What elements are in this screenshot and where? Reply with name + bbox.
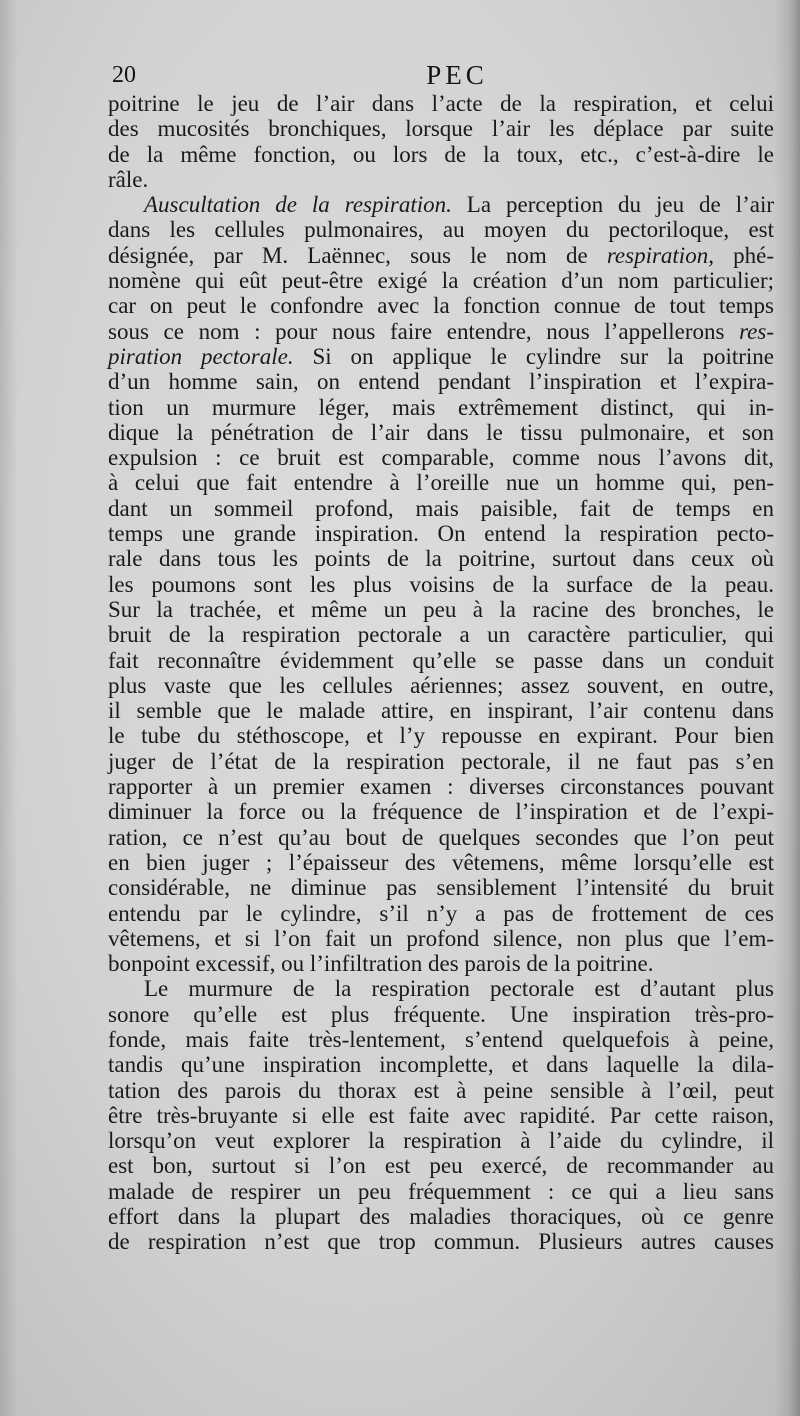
text-line: d’un homme sain, on entend pendant l’inspiration et l’expira- xyxy=(108,369,774,395)
running-head: PEC xyxy=(426,60,488,90)
text-line: entendu par le cylindre, s’il n’y a pas de frottement de ces xyxy=(108,900,774,926)
text-line: bruit de la respiration pectorale a un caractère particulier, qui xyxy=(108,622,774,648)
text-line: car on peut le confondre avec la fonction connue de tout temps xyxy=(108,293,774,319)
text-line: lorsqu’on veut explorer la respiration à l’aide du cylindre, il xyxy=(108,1128,774,1154)
text-line: juger de l’état de la respiration pectorale, il ne faut pas s’en xyxy=(108,748,774,774)
italic-text: Auscultation de la respiration. xyxy=(144,192,452,218)
text-line: dans les cellules pulmonaires, au moyen du pectoriloque, est xyxy=(108,217,774,243)
page-header xyxy=(112,62,772,92)
text-line: diminuer la force ou la fréquence de l’inspiration et de l’expi- xyxy=(108,799,774,825)
text-line: être très-bruyante si elle est faite avec rapidité. Par cette raison, xyxy=(108,1102,774,1128)
text-segment: Si on applique le cylindre sur la poitrine xyxy=(293,343,774,369)
text-segment: phé- xyxy=(713,242,774,268)
text-line: il semble que le malade attire, en inspirant, l’air contenu dans xyxy=(108,698,774,724)
text-line: poitrine le jeu de l’air dans l’acte de la respiration, et celui xyxy=(108,91,774,116)
text-line: tation des parois du thorax est à peine sensible à l’œil, peut xyxy=(108,1077,774,1103)
text-line: Le murmure de la respiration pectorale est d’autant plus xyxy=(144,976,774,1002)
text-line: rale dans tous les points de la poitrine, surtout dans ceux où xyxy=(108,546,774,572)
text-line: plus vaste que les cellules aériennes; assez souvent, en outre, xyxy=(108,672,774,698)
italic-text: respiration, xyxy=(606,242,714,268)
text-line: malade de respirer un peu fréquemment : ce qui a lieu sans xyxy=(108,1178,774,1204)
text-line: en bien juger ; l’épaisseur des vêtemens, même lorsqu’elle est xyxy=(108,849,774,875)
page-number: 20 xyxy=(112,62,136,88)
text-line xyxy=(108,243,774,268)
text-line: tion un murmure léger, mais extrêmement distinct, qui in- xyxy=(108,394,774,420)
text-line xyxy=(108,319,774,344)
text-line: considérable, ne diminue pas sensiblement l’intensité du bruit xyxy=(108,875,774,901)
text-line xyxy=(108,344,774,369)
text-line: à celui que fait entendre à l’oreille nue un homme qui, pen- xyxy=(108,470,774,496)
text-line: Sur la trachée, et même un peu à la racine des bronches, le xyxy=(108,596,774,622)
text-line: expulsion : ce bruit est comparable, comme nous l’avons dit, xyxy=(108,445,774,471)
text-line: vêtemens, et si l’on fait un profond silence, non plus que l’em- xyxy=(108,925,774,951)
text-line: de respiration n’est que trop commun. Plusieurs autres causes xyxy=(108,1229,774,1255)
text-line: bonpoint excessif, ou l’infiltration des parois de la poitrine. xyxy=(108,951,654,977)
text-line: tandis qu’une inspiration incomplette, et dans laquelle la dila- xyxy=(108,1052,774,1078)
text-line: de la même fonction, ou lors de la toux, etc., c’est-à-dire le xyxy=(108,141,774,167)
text-line: des mucosités bronchiques, lorsque l’air les déplace par suite xyxy=(108,116,774,142)
text-segment: désignée, par M. Laënnec, sous le nom de xyxy=(108,242,607,268)
text-line: le tube du stéthoscope, et l’y repousse en expirant. Pour bien xyxy=(108,723,774,749)
text-segment: La perception du jeu de l’air xyxy=(451,192,775,218)
text-segment: sous ce nom : pour nous faire entendre, nous l’appellerons xyxy=(108,318,740,344)
text-line: temps une grande inspiration. On entend la respiration pecto- xyxy=(108,521,774,547)
text-line: ration, ce n’est qu’au bout de quelques secondes que l’on peut xyxy=(108,824,774,850)
page-shadow-left xyxy=(0,0,18,1416)
italic-text: res- xyxy=(739,318,774,344)
page-shadow-right xyxy=(774,0,800,1416)
body-text xyxy=(108,91,774,1255)
text-line: dique la pénétration de l’air dans le tissu pulmonaire, et son xyxy=(108,419,774,445)
text-line: râle. xyxy=(108,166,149,192)
text-line xyxy=(108,192,774,217)
text-line: fonde, mais faite très-lentement, s’entend quelquefois à peine, xyxy=(108,1026,774,1052)
text-line: est bon, surtout si l’on est peu exercé, de recommander au xyxy=(108,1153,774,1179)
text-line: dant un sommeil profond, mais paisible, fait de temps en xyxy=(108,495,774,521)
text-line: sonore qu’elle est plus fréquente. Une inspiration très-pro- xyxy=(108,1001,774,1027)
text-line: les poumons sont les plus voisins de la surface de la peau. xyxy=(108,571,774,597)
text-line: nomène qui eût peut-être exigé la création d’un nom particulier; xyxy=(108,268,774,294)
italic-text: piration pectorale. xyxy=(108,343,294,369)
text-line: rapporter à un premier examen : diverses circonstances pouvant xyxy=(108,774,774,800)
text-line: fait reconnaître évidemment qu’elle se passe dans un conduit xyxy=(108,647,774,673)
text-line: effort dans la plupart des maladies thoraciques, où ce genre xyxy=(108,1204,774,1230)
